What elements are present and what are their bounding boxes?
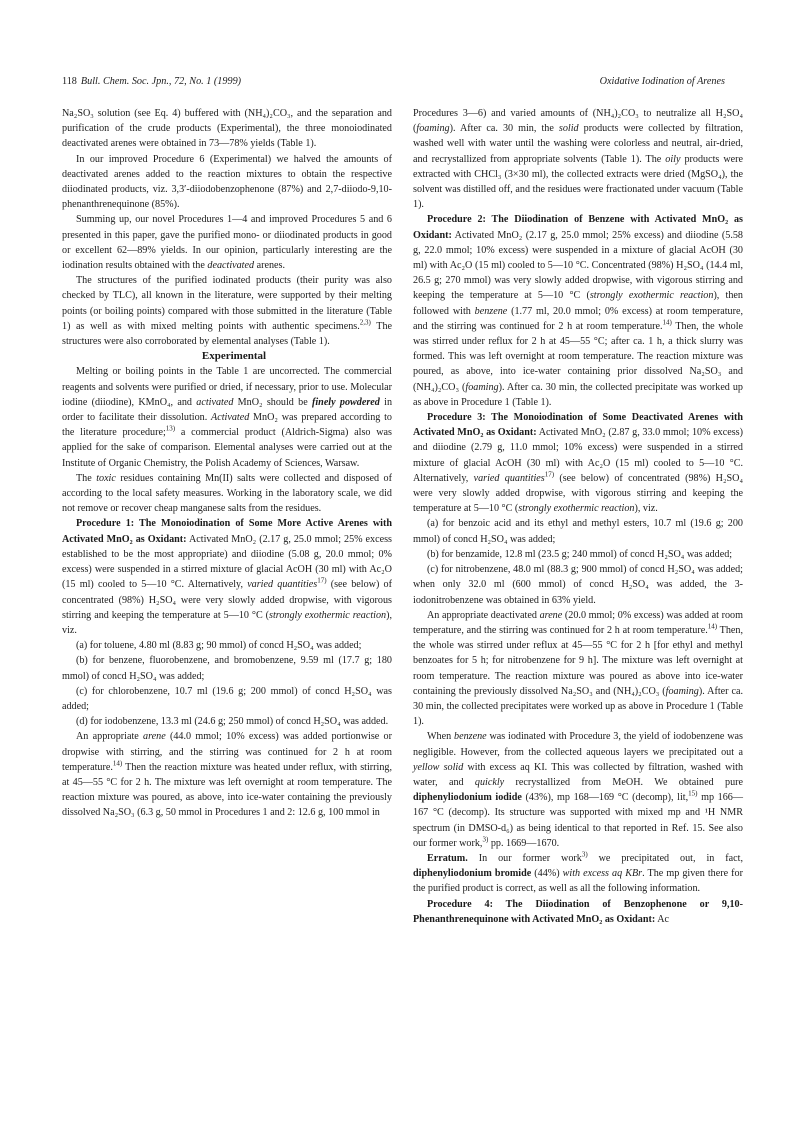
- text-run: arenes.: [254, 260, 285, 272]
- text-run: (43%), mp 168—169 °C (decomp), lit,: [521, 792, 689, 804]
- text-run: The structures were also corroborated by elemental analyses (Table 1).: [62, 320, 393, 348]
- paragraph: [413, 729, 743, 851]
- text-run: MnO₂ was prepared according to the literature procedure;: [62, 412, 392, 439]
- text-run: was iodinated with Procedure 3, the yield of iodobenzene was negligible. However, from the collected aqueous layers we precipitated out a: [413, 731, 743, 758]
- text-run: In our former work: [467, 852, 582, 864]
- text-run: When: [427, 731, 455, 743]
- paragraph: [62, 364, 392, 470]
- paragraph: [413, 106, 743, 212]
- paragraph: Na₂SO₃ solution (see Eq. 4) buffered with (NH₄)₂CO₃, and the separation and purification of the crude products (Experimental), the three monoiodinated deactivated arenes were obtained in 73—78% yields (Table 1).: [62, 108, 392, 150]
- text-run: ). After ca. 30 min, the collected precipitates were worked up as above in Procedure 1 (Table 1).: [413, 685, 743, 728]
- italic-run: deactivated: [207, 260, 255, 272]
- reference-mark: 14): [662, 318, 672, 327]
- reference-mark: 14): [707, 622, 718, 631]
- text-run: (1.77 ml, 20.0 mmol; 0% excess) at room temperature, and the stirring was continued for 2 h at room temperature.: [413, 305, 743, 332]
- text-run: mp 166—167 °C (decomp). Its structure was supported with mixed mp and ¹H NMR spectrum (in DMSO-d₆) as being identical to that reported in Ref. 15. See also our former work,: [413, 792, 743, 849]
- italic-run: varied quantities: [247, 579, 318, 591]
- text-run: in order to facilitate their dissolution.: [62, 396, 393, 424]
- reference-mark: 14): [112, 759, 123, 768]
- reference-mark: 2,3): [359, 318, 371, 327]
- bold-run: diphenyliodonium iodide: [413, 792, 522, 804]
- text-run: Then, the whole was stirred under reflux for 2 h at 45—55 °C; after ca. 1 h, a thick slurry was formed. This was left overnight at room temperature. The reaction mixture was poured, as above, into ice-water containing prior dissolved Na₂SO₃ and (NH₄)₂CO₃ (: [413, 320, 743, 393]
- italic-run: strongly exothermic reaction: [518, 503, 635, 515]
- journal-citation: Bull. Chem. Soc. Jpn., 72, No. 1 (1999): [80, 76, 242, 87]
- italic-run: foaming: [416, 123, 450, 135]
- italic-run: foaming: [465, 381, 499, 393]
- text-run: ), viz.: [634, 503, 658, 515]
- italic-run: varied quantities: [473, 472, 545, 484]
- procedure-heading: Procedure 3: The Monoiodination of Some Deactivated Arenes with Activated MnO₂ as Oxidant:: [413, 412, 743, 439]
- text-run: . The mp given there for the purified product is correct, as well as all the following information.: [413, 868, 743, 895]
- reference-mark: 17): [317, 576, 327, 585]
- italic-run: strongly exothermic reaction: [269, 609, 387, 621]
- procedure-heading: Procedure 4: The Diiodination of Benzophenone or 9,10-Phenanthrenequinone with Activated MnO₂ as Oxidant:: [413, 898, 743, 925]
- procedure-4: [413, 897, 743, 927]
- italic-run: toxic: [96, 472, 116, 484]
- list-item: (b) for benzamide, 12.8 ml (23.5 g; 240 mmol) of concd H₂SO₄ was added;: [427, 548, 733, 560]
- erratum: [413, 851, 743, 897]
- text-run: residues containing Mn(II) salts were collected and disposed of according to the local safety measures. Working in the laboratory scale, we did not remove or recover cheap manganese salts from the residues.: [62, 472, 392, 515]
- italic-run: arene: [143, 731, 166, 743]
- paragraph: [62, 212, 392, 273]
- italic-run: activated: [196, 396, 234, 408]
- italic-run: strongly exothermic reaction: [589, 290, 714, 302]
- page-number: 118: [62, 76, 77, 87]
- text-run: products were extracted with CHCl₃ (3×30 ml), the collected extracts were dried (MgSO₄), the solvent was distilled off, and the residues were fractionated under vacuum (Table 1).: [413, 153, 743, 211]
- reference-mark: 13): [165, 424, 176, 433]
- text-run: (44.0 mmol; 10% excess) was added portionwise or dropwise with stirring, and the stirring was continued for 2 h at room temperature.: [62, 731, 392, 773]
- italic-run: foaming: [665, 685, 699, 697]
- text-run: products were collected by filtration, washed well with water until the washing were colorless and neutral, air-dried, and recrystallized from appropriate solvents (Table 1). The: [413, 123, 743, 165]
- text-run: Summing up, our novel Procedures 1—4 and improved Procedures 5 and 6 presented in this paper, gave the purified mono- or diiodinated products in good or excellent 62—89% yields. In our opinion, particularly interesting are the iodination results obtained with the: [62, 214, 392, 272]
- italic-run: benzene: [454, 731, 487, 743]
- paragraph: [413, 608, 743, 730]
- text-run: a commercial product (Aldrich-Sigma) also was applied for the sake of comparison. Elemental analyses were carried out at the Institute of Organic Chemistry, the Polish Academy of Sciences, Warsaw.: [62, 427, 392, 469]
- list-item: (b) for benzene, fluorobenzene, and bromobenzene, 9.59 ml (17.7 g; 180 mmol) of concd H₂SO₄ was added;: [62, 655, 392, 682]
- running-header: [62, 76, 725, 92]
- list-item: (c) for chlorobenzene, 10.7 ml (19.6 g; 200 mmol) of concd H₂SO₄ was added;: [62, 685, 392, 712]
- paragraph: [62, 471, 392, 517]
- italic-run: benzene: [474, 305, 508, 317]
- text-run: ). After ca. 30 min, the: [449, 123, 559, 135]
- italic-run: solid: [558, 123, 579, 135]
- bold-run: diphenyliodonium bromide: [413, 868, 532, 880]
- reference-mark: 3): [482, 835, 489, 844]
- italic-run: yellow solid: [413, 761, 464, 773]
- right-column: [413, 106, 743, 927]
- text-run: (20.0 mmol; 0% excess) was added at room temperature, and the stirring was continued for 2 h at room temperature.: [413, 609, 743, 636]
- running-title: Oxidative Iodination of Arenes: [599, 76, 725, 87]
- text-run: Activated MnO₂ (2.17 g, 25.0 mmol; 25% excess established to be the most appropriate) and diiodine (5.08 g, 20.0 mmol; 0% excess) were suspended in a stirred mixture of glacial AcOH (30 ml) with Ac₂O (15 ml) cooled to 5—10 °C. Alternatively,: [62, 533, 392, 591]
- header-left: [62, 76, 241, 87]
- bold-run: finely powdered: [312, 396, 380, 408]
- text-run: ), viz.: [62, 609, 392, 636]
- text-run: Then, the whole was stirred under reflux at 45—55 °C for 2 h [for ethyl and methyl benzoates for 5 h; for nitrobenzene for 9 h]. The mixture was left overnight at room temperature. The reaction mixture was poured as above into ice-water containing the previously dissolved Na₂SO₃ and (NH₄)₂CO₃ (: [413, 624, 743, 697]
- text-run: Ac: [655, 913, 669, 925]
- text-run: An appropriate: [76, 731, 144, 743]
- text-run: An appropriate deactivated: [427, 609, 540, 621]
- section-heading-experimental: Experimental: [201, 350, 267, 363]
- list-item: (d) for iodobenzene, 13.3 ml (24.6 g; 250 mmol) of concd H₂SO₄ was added.: [76, 716, 389, 728]
- italic-run: Activated: [211, 412, 250, 424]
- text-run: Procedures 3—6) and varied amounts of (NH₄)₂CO₃ to neutralize all H₂SO₄ (: [413, 108, 743, 135]
- italic-run: with excess aq KBr: [562, 868, 643, 880]
- text-run: The structures of the purified iodinated products (their purity was also checked by TLC), all known in the literature, were supported by their melting points (or boiling points) compared with those submitted in the literature (Table 1) as well as with mixed melting points with authentic specimens.: [62, 275, 392, 332]
- reference-mark: 3): [581, 850, 588, 859]
- text-run: pp. 1669—1670.: [488, 837, 560, 849]
- procedure-1: [62, 516, 392, 638]
- text-run: (44%): [531, 868, 563, 880]
- text-run: (see below) of concentrated (98%) H₂SO₄ were very slowly added dropwise, with vigorous stirring and keeping the temperature at 5—10 °C (: [413, 472, 744, 515]
- text-run: (see below) of concentrated (98%) H₂SO₄ were very slowly added dropwise, with vigorous stirring and keeping the temperature at 5—10 °C (: [62, 579, 392, 621]
- text-run: The: [76, 472, 97, 484]
- procedure-3: [413, 410, 743, 516]
- text-run: Activated MnO₂ (2.87 g, 33.0 mmol; 10% excess) and diiodine (2.79 g, 11.0 mmol; 10% excess) were suspended in a stirred mixture of glacial AcOH (30 ml) with Ac₂O (15 ml) cooled to 5—10 °C. Alternatively,: [413, 427, 743, 484]
- paragraph: [62, 273, 392, 349]
- procedure-heading: Procedure 1: The Monoiodination of Some More Active Arenes with Activated MnO₂ as Oxidant:: [62, 518, 392, 545]
- paragraph: In our improved Procedure 6 (Experimental) we halved the amounts of deactivated arenes added to the reaction mixtures to obtain the respective diiodinated products, viz. 3,3′-diiodobenzophenone (87%) and 2,7-diiodo-9,10-phenanthrenequinone (85%).: [62, 153, 392, 211]
- italic-run: quickly: [474, 776, 505, 788]
- text-run: recrystallized from MeOH. We obtained pure: [504, 776, 743, 788]
- paragraph: [62, 729, 392, 820]
- procedure-2: [413, 212, 743, 410]
- list-item: (c) for nitrobenzene, 48.0 ml (88.3 g; 900 mmol) of concd H₂SO₄ was added; when only 32.0 ml (600 mmol) of concd H₂SO₄ was added, the 3-iodonitrobenzene was obtained in 63% yield.: [413, 564, 743, 606]
- reference-mark: 15): [688, 789, 698, 798]
- text-run: Then the reaction mixture was heated under reflux, with stirring, at 45—55 °C for 2 h. The mixture was left overnight at room temperature. The reaction mixture was poured, as above, into ice-water containing the previously dissolved Na₂SO₃ (6.3 g, 50 mmol in Procedures 1 and 2: 12.6 g, 100 mmol in: [62, 761, 392, 819]
- erratum-label: Erratum.: [427, 852, 468, 864]
- procedure-heading: Procedure 2: The Diiodination of Benzene with Activated MnO₂ as Oxidant:: [413, 214, 743, 241]
- text-run: we precipitated out, in fact,: [587, 852, 743, 864]
- text-run: MnO₂ should be: [233, 396, 312, 408]
- list-item: (a) for toluene, 4.80 ml (8.83 g; 90 mmol) of concd H₂SO₄ was added;: [76, 640, 362, 652]
- text-run: Activated MnO₂ (2.17 g, 25.0 mmol; 25% excess) and diiodine (5.58 g, 22.0 mmol; 10% excess) were suspended in a mixture of glacial AcOH (30 ml) with Ac₂O (15 ml) cooled to 5—10 °C. Concentrated (98%) H₂SO₄ (14.4 ml, 26.5 g; 270 mmol) was very slowly added dropwise, with vigorous stirring and keeping the temperature at 5—10 °C (: [413, 229, 743, 302]
- reference-mark: 17): [544, 470, 555, 479]
- text-run: with excess aq KI. This was collected by filtration, washed with water, and: [413, 761, 744, 788]
- left-column: [62, 106, 392, 821]
- list-item: (a) for benzoic acid and its ethyl and methyl esters, 10.7 ml (19.6 g; 200 mmol) of concd H₂SO₄ was added;: [413, 518, 743, 545]
- text-run: Melting or boiling points in the Table 1 are uncorrected. The commercial reagents and solvents were purified or dried, if necessary, prior to use. Molecular iodine (diiodine), KMnO₄, and: [62, 366, 392, 408]
- italic-run: oily: [665, 153, 681, 165]
- italic-run: arene: [539, 609, 563, 621]
- text-run: ). After ca. 30 min, the collected precipitate was worked up as above in Procedure 1 (Table 1).: [413, 381, 743, 408]
- text-run: ), then followed with: [413, 290, 743, 317]
